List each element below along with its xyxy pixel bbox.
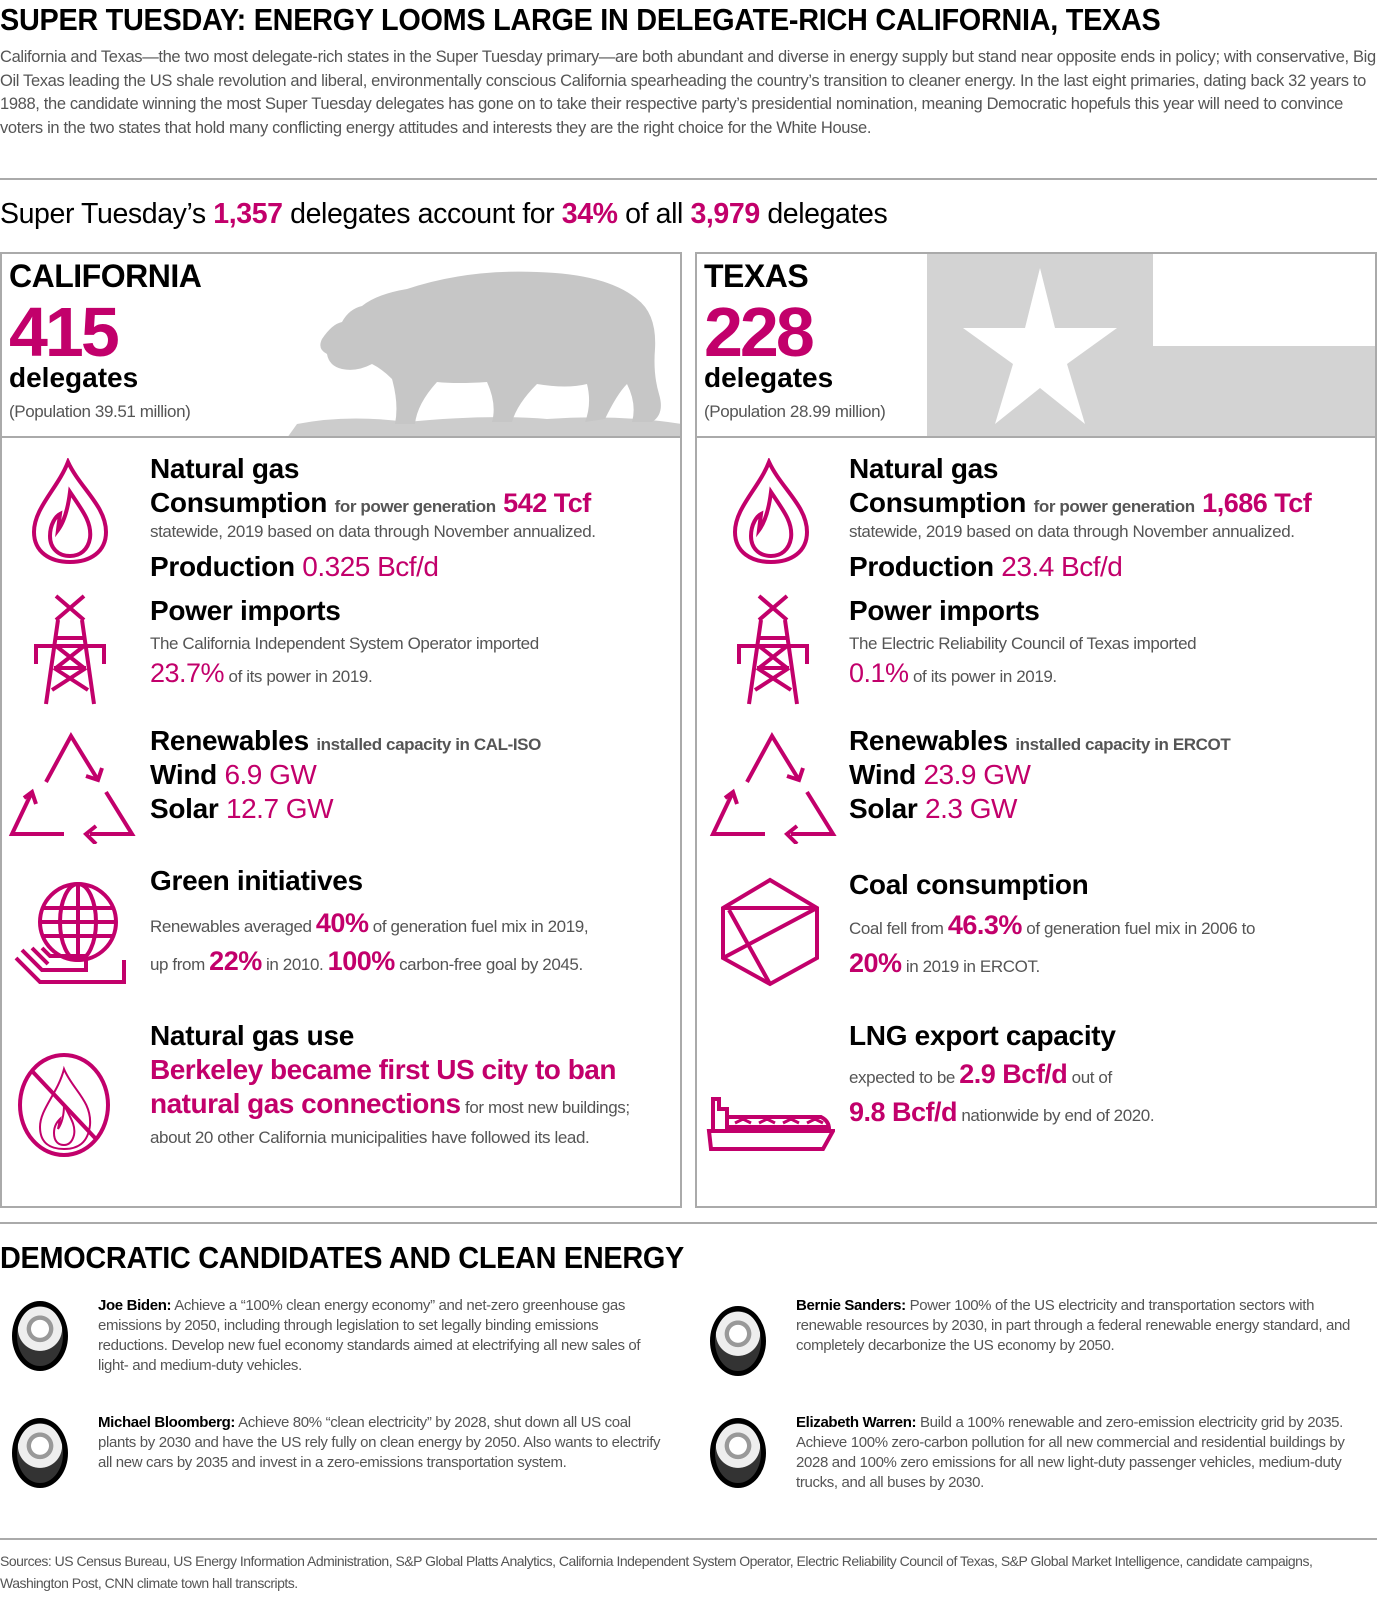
lng-texas-value: 2.9 Bcf/d — [959, 1059, 1068, 1089]
page-title: SUPER TUESDAY: ENERGY LOOMS LARGE IN DELEGATE-RICH CALIFORNIA, TEXAS — [0, 2, 1161, 37]
consumption-label: Consumption — [150, 487, 328, 518]
sources: Sources: US Census Bureau, US Energy Information Administration, S&P Global Platts Analytics, California Independent System Operator, Electric Reliability Council of Texas, S&P Global Market Intelligence, candidate campaigns, Washington Post, CNN climate town hall transcripts. — [0, 1553, 1313, 1591]
candidate-text: Achieve 80% “clean electricity” by 2028, shut down all US coal plants by 2030 and have the US rely fully on clean energy by 2050. Also wants to electrify all new cars by 2035 and invest in a zero-emissions transportation system. — [98, 1414, 661, 1471]
flame-icon — [30, 458, 110, 566]
consumption-detail: statewide, 2019 based on data through November annualized. — [849, 522, 1295, 541]
avatar — [12, 1301, 68, 1371]
item-title: Natural gas — [150, 453, 300, 484]
solar-label: Solar — [150, 793, 219, 824]
summary-text: delegates account for — [282, 198, 562, 230]
power-tower-icon — [737, 594, 809, 706]
delegates-label: delegates — [704, 362, 834, 393]
item-title: Green initiatives — [150, 865, 363, 896]
california-bear-icon — [287, 254, 680, 438]
texas-header — [697, 254, 1375, 438]
delegate-summary — [0, 198, 887, 231]
delegate-count: 415 — [9, 293, 117, 371]
item-title: Natural gas use — [150, 1020, 355, 1051]
imports-suffix: of its power in 2019. — [913, 667, 1057, 686]
solar-value: 2.3 GW — [925, 793, 1017, 824]
divider — [0, 1538, 1377, 1540]
consumption-note: for power generation — [1033, 497, 1195, 516]
delegate-share: 34% — [561, 198, 618, 230]
production-value: 0.325 Bcf/d — [302, 551, 439, 582]
production-label: Production — [150, 551, 295, 582]
gasuse-text: about 20 other California municipalities have followed its lead. — [150, 1128, 590, 1147]
imports-text: The Electric Reliability Council of Texas imported — [849, 634, 1197, 653]
intro-paragraph: California and Texas—the two most delegate-rich states in the Super Tuesday primary—are both abundant and diverse in energy supply but stand near opposite ends in policy; with conservative, Big Oil Texas leading the US shale revolution and liberal, environmentally conscious California spearheading the country’s transition to cleaner energy. In the last eight primaries, dating back 32 years to 1988, the candidate winning the most Super Tuesday delegates has gone on to take their respective party’s presidential nomination, meaning Democratic hopefuls this year will need to convince voters in the two states that hold many conflicting energy attitudes and interests they are the right choice for the White House. — [0, 48, 1376, 137]
avatar — [710, 1306, 766, 1376]
green-goal-value: 100% — [327, 946, 395, 976]
coal-text: of generation fuel mix in 2006 to — [1026, 919, 1256, 938]
consumption-detail: statewide, 2019 based on data through November annualized. — [150, 522, 596, 541]
wind-value: 6.9 GW — [224, 759, 317, 790]
lng-text: expected to be — [849, 1068, 955, 1087]
coal-text: in 2019 in ERCOT. — [905, 957, 1040, 976]
imports-text: The California Independent System Operator imported — [150, 634, 539, 653]
super-tuesday-delegates: 1,357 — [213, 198, 283, 230]
imports-suffix: of its power in 2019. — [228, 667, 373, 686]
summary-text: delegates — [759, 198, 888, 230]
solar-label: Solar — [849, 793, 918, 824]
delegate-count: 228 — [704, 293, 812, 371]
flame-icon — [731, 458, 811, 566]
imports-value: 0.1% — [849, 658, 909, 688]
lng-ship-icon — [705, 1093, 835, 1153]
renewables-note: installed capacity in CAL-ISO — [316, 735, 541, 754]
texas-panel — [695, 252, 1377, 1208]
coal-value-2006: 46.3% — [947, 910, 1022, 940]
green-text: carbon-free goal by 2045. — [399, 955, 583, 974]
solar-value: 12.7 GW — [226, 793, 333, 824]
california-header — [2, 254, 680, 438]
candidate-name: Bernie Sanders: — [796, 1297, 906, 1314]
delegates-label: delegates — [9, 362, 139, 393]
item-title: Renewables — [150, 725, 309, 756]
renewables-note: installed capacity in ERCOT — [1015, 735, 1231, 754]
divider — [0, 178, 1377, 180]
no-flame-icon — [14, 1049, 114, 1159]
green-text: Renewables averaged — [150, 917, 312, 936]
imports-value: 23.7% — [150, 658, 225, 688]
candidate-text: Achieve a “100% clean energy economy” and net-zero greenhouse gas emissions by 2050, including through legislation to set legally binding emissions reductions. Develop new fuel economy standards aimed at electrifying all new sales of light- and medium-duty vehicles. — [98, 1297, 641, 1374]
green-value-2019: 40% — [315, 908, 369, 938]
gasuse-highlight: Berkeley became first US city to ban — [150, 1054, 616, 1085]
avatar — [710, 1418, 766, 1488]
gasuse-highlight: natural gas connections — [150, 1088, 461, 1119]
summary-text: of all — [617, 198, 691, 230]
item-title: LNG export capacity — [849, 1020, 1116, 1051]
recycle-icon — [6, 732, 136, 844]
item-title: Renewables — [849, 725, 1008, 756]
candidate-text: Build a 100% renewable and zero-emission electricity grid by 2035. Achieve 100% zero-carbon pollution for all new commercial and residential buildings by 2028 and 100% zero emissions for all new light-duty passenger vehicles, medium-duty trucks, and all buses by 2030. — [796, 1414, 1345, 1491]
consumption-label: Consumption — [849, 487, 1027, 518]
green-text: of generation fuel mix in 2019, — [372, 917, 589, 936]
green-text: in 2010. — [266, 955, 324, 974]
wind-label: Wind — [849, 759, 916, 790]
wind-label: Wind — [150, 759, 217, 790]
item-title: Power imports — [849, 595, 1040, 626]
lng-text: nationwide by end of 2020. — [961, 1106, 1155, 1125]
globe-in-hand-icon — [12, 878, 132, 988]
divider — [0, 1222, 1377, 1224]
production-value: 23.4 Bcf/d — [1001, 551, 1123, 582]
texas-flag-icon — [927, 254, 1375, 438]
candidate-name: Michael Bloomberg: — [98, 1414, 236, 1431]
coal-text: Coal fell from — [849, 919, 944, 938]
summary-text: Super Tuesday’s — [0, 198, 214, 230]
green-value-2010: 22% — [209, 946, 262, 976]
candidate-text: Power 100% of the US electricity and transportation sectors with renewable resources by 2030, in part through a federal renewable energy standard, and completely decarbonize the US economy by 2050. — [796, 1297, 1350, 1354]
gasuse-text: for most new buildings; — [465, 1098, 630, 1117]
lng-text: out of — [1071, 1068, 1112, 1087]
california-panel — [0, 252, 682, 1208]
consumption-note: for power generation — [334, 497, 496, 516]
candidates-title: DEMOCRATIC CANDIDATES AND CLEAN ENERGY — [0, 1240, 685, 1275]
state-name: CALIFORNIA — [9, 258, 202, 294]
item-title: Coal consumption — [849, 869, 1089, 900]
wind-value: 23.9 GW — [923, 759, 1031, 790]
state-name: TEXAS — [704, 258, 809, 294]
population: (Population 39.51 million) — [9, 402, 191, 421]
coal-icon — [715, 876, 825, 988]
population: (Population 28.99 million) — [704, 402, 886, 421]
consumption-value: 542 Tcf — [503, 488, 591, 518]
power-tower-icon — [34, 594, 106, 706]
candidate-name: Joe Biden: — [98, 1297, 172, 1314]
avatar — [12, 1418, 68, 1488]
item-title: Natural gas — [849, 453, 999, 484]
recycle-icon — [707, 732, 837, 844]
lng-national-value: 9.8 Bcf/d — [849, 1097, 958, 1127]
candidate-name: Elizabeth Warren: — [796, 1414, 917, 1431]
item-title: Power imports — [150, 595, 341, 626]
green-text: up from — [150, 955, 205, 974]
consumption-value: 1,686 Tcf — [1202, 488, 1312, 518]
total-delegates: 3,979 — [690, 198, 760, 230]
production-label: Production — [849, 551, 994, 582]
coal-value-2019: 20% — [849, 948, 902, 978]
